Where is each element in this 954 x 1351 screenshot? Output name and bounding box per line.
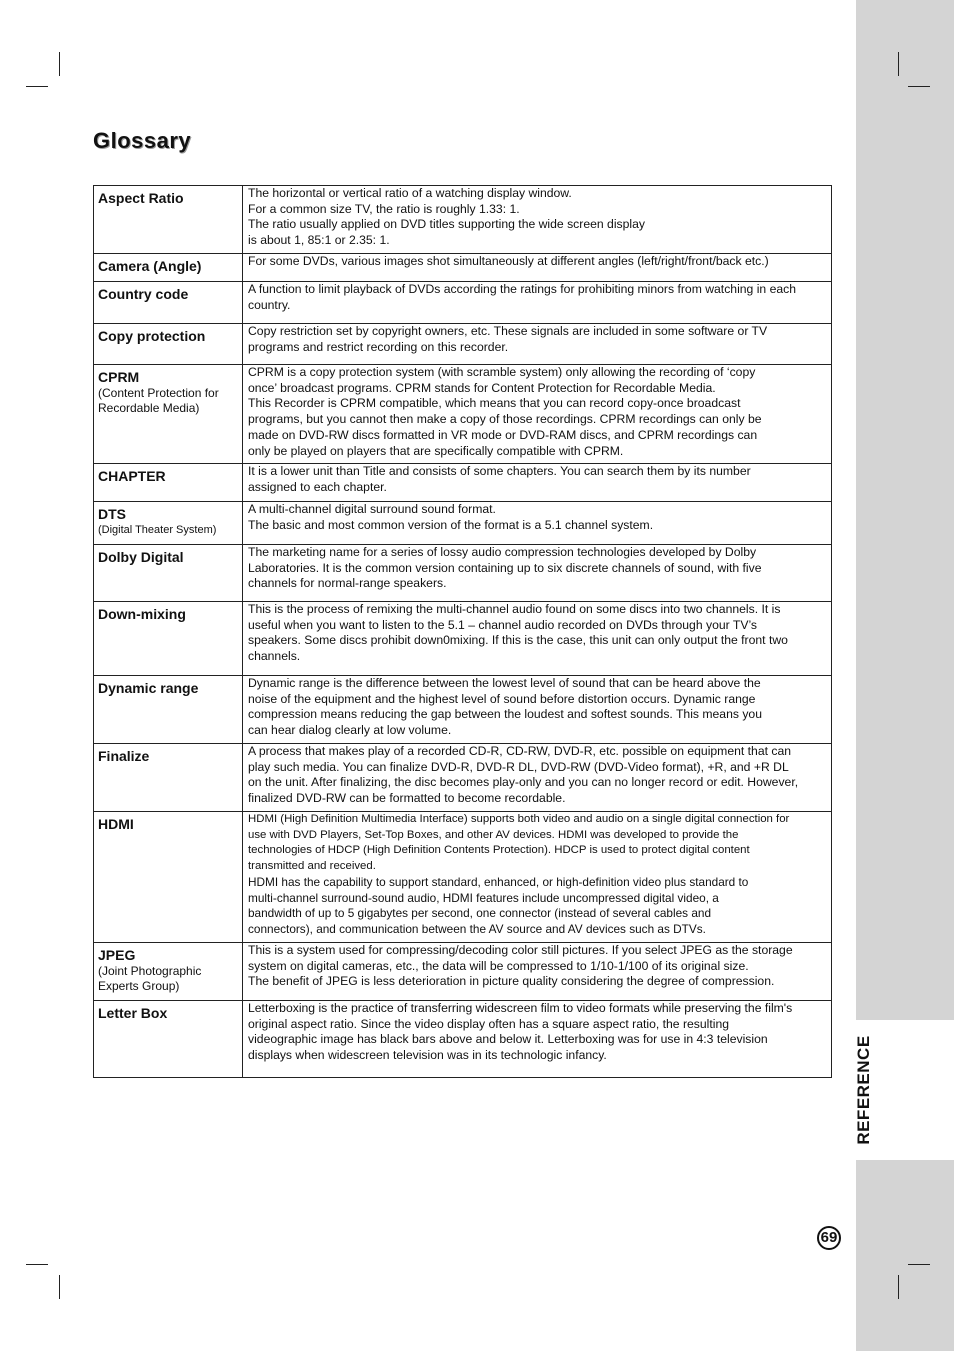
- definition-line: This Recorder is CPRM compatible, which means that you can record copy-once broadcast: [248, 396, 741, 411]
- definition-line: This is the process of remixing the multi-channel audio found on some discs into two channels. It is: [248, 602, 781, 616]
- glossary-definition-cell: [243, 943, 832, 1001]
- glossary-term-subtitle: (Joint Photographic Experts Group): [98, 964, 202, 993]
- glossary-term: CPRM: [98, 369, 140, 385]
- glossary-term-cell: [94, 464, 243, 502]
- definition-line: HDMI (High Definition Multimedia Interface) supports both video and audio on a single digital connection for: [248, 813, 790, 825]
- glossary-definition-cell: [243, 365, 832, 464]
- definition-line: system on digital cameras, etc., the data will be compressed to 1/10-1/100 of its original size.: [248, 958, 749, 973]
- definition-line: The ratio usually applied on DVD titles supporting the wide screen display: [248, 217, 645, 232]
- glossary-term-cell: [94, 812, 243, 943]
- glossary-term: Aspect Ratio: [98, 190, 184, 206]
- glossary-definition-cell: [243, 186, 832, 254]
- crop-mark: [59, 52, 60, 76]
- glossary-row: [94, 943, 832, 1001]
- glossary-term: Finalize: [98, 748, 150, 764]
- glossary-definition-cell: [243, 254, 832, 282]
- definition-line: A multi-channel digital surround sound format.: [248, 502, 496, 516]
- definition-line: assigned to each chapter.: [248, 479, 387, 494]
- glossary-term: Dolby Digital: [98, 549, 184, 565]
- crop-mark: [898, 1275, 899, 1299]
- definition-line: multi-channel surround-sound audio, HDMI features include uncompressed digital video, a: [248, 890, 719, 905]
- glossary-definition-cell: [243, 282, 832, 324]
- crop-mark: [26, 1264, 48, 1265]
- glossary-row: [94, 502, 832, 545]
- glossary-term-cell: [94, 282, 243, 324]
- glossary-term-cell: [94, 324, 243, 365]
- glossary-term-subtitle: (Content Protection for Recordable Media): [98, 386, 219, 415]
- glossary-term: Camera (Angle): [98, 258, 202, 274]
- glossary-term-cell: [94, 602, 243, 676]
- definition-line: speakers. Some discs prohibit down0mixing. If this is the case, this unit can only output the front two: [248, 633, 788, 648]
- definition-line: connectors), and communication between the AV source and AV devices such as DTVs.: [248, 921, 706, 936]
- reference-tab-text: REFERENCE: [854, 1035, 873, 1145]
- glossary-row: [94, 365, 832, 464]
- definition-line: on the unit. After finalizing, the disc becomes play-only and you can no longer record or edit. However,: [248, 775, 799, 790]
- glossary-term: DTS: [98, 506, 126, 522]
- definition-line: This is a system used for compressing/decoding color still pictures. If you select JPEG as the storage: [248, 943, 793, 957]
- definition-line: programs, but you cannot then make a copy of those recordings. CPRM recordings can only be: [248, 412, 762, 427]
- glossary-term-cell: [94, 186, 243, 254]
- definition-line: The marketing name for a series of lossy audio compression technologies developed by Dolby: [248, 545, 757, 559]
- glossary-term: JPEG: [98, 947, 136, 963]
- glossary-term: CHAPTER: [98, 468, 166, 484]
- definition-line: videographic image has black bars above and below it. Letterboxing was for use in 4:3 television: [248, 1032, 768, 1047]
- page-title: Glossary: [93, 128, 192, 153]
- crop-mark: [59, 1275, 60, 1299]
- crop-mark: [908, 1264, 930, 1265]
- definition-line: once’ broadcast programs. CPRM stands for Content Protection for Recordable Media.: [248, 380, 716, 395]
- definition-line: The horizontal or vertical ratio of a watching display window.: [248, 186, 572, 200]
- definition-line: The basic and most common version of the format is a 5.1 channel system.: [248, 517, 654, 532]
- definition-line: country.: [248, 297, 291, 312]
- definition-line: HDMI has the capability to support standard, enhanced, or high-definition video plus standard to: [248, 874, 749, 889]
- glossary-definition-cell: [243, 545, 832, 602]
- definition-line: finalized DVD-RW can be formatted to become recordable.: [248, 791, 566, 806]
- definition-line: bandwidth of up to 5 gigabytes per second, one connector (instead of several cables and: [248, 906, 712, 921]
- definition-line: Dynamic range is the difference between the lowest level of sound that can be heard above the: [248, 676, 761, 690]
- glossary-definition-cell: [243, 502, 832, 545]
- glossary-term-cell: [94, 676, 243, 744]
- definition-line: transmitted and received.: [248, 860, 376, 873]
- glossary-term-cell: [94, 943, 243, 1001]
- definition-line: channels.: [248, 649, 301, 664]
- crop-mark: [898, 52, 899, 76]
- glossary-term: Copy protection: [98, 328, 206, 344]
- definition-line: channels for normal-range speakers.: [248, 576, 447, 591]
- definition-line: play such media. You can finalize DVD-R, DVD-R DL, DVD-RW (DVD-Video format), +R, and +R DL: [248, 759, 789, 774]
- glossary-term: Down-mixing: [98, 606, 186, 622]
- crop-mark: [908, 86, 930, 87]
- definition-line: displays when widescreen television was in its technologic infancy.: [248, 1048, 607, 1063]
- glossary-row: [94, 324, 832, 365]
- glossary-term-cell: [94, 545, 243, 602]
- definition-line: A function to limit playback of DVDs according the ratings for prohibiting minors from watching in each: [248, 282, 797, 296]
- glossary-term: HDMI: [98, 816, 134, 832]
- glossary-row: [94, 464, 832, 502]
- glossary-definition-cell: [243, 464, 832, 502]
- definition-line: Letterboxing is the practice of transferring widescreen film to video formats while preserving the film's: [248, 1001, 793, 1015]
- glossary-term-cell: [94, 1001, 243, 1078]
- definition-line: Laboratories. It is the common version containing up to six discrete channels of sound, with five: [248, 560, 762, 575]
- glossary-row: [94, 744, 832, 812]
- glossary-term-cell: [94, 744, 243, 812]
- glossary-row: [94, 1001, 832, 1078]
- definition-line: For some DVDs, various images shot simultaneously at different angles (left/right/front/back etc.): [248, 254, 769, 268]
- glossary-row: [94, 282, 832, 324]
- definition-line: The benefit of JPEG is less deterioration in picture quality considering the degree of compression.: [248, 974, 775, 989]
- glossary-row: [94, 254, 832, 282]
- definition-line: is about 1, 85:1 or 2.35: 1.: [248, 233, 390, 248]
- glossary-definition-cell: [243, 676, 832, 744]
- definition-line: technologies of HDCP (High Definition Contents Protection). HDCP is used to protect digital content: [248, 844, 750, 857]
- definition-line: For a common size TV, the ratio is roughly 1.33: 1.: [248, 201, 520, 216]
- crop-mark: [26, 86, 48, 87]
- glossary-term: Dynamic range: [98, 680, 199, 696]
- definition-line: Copy restriction set by copyright owners, etc. These signals are included in some software or TV: [248, 324, 768, 338]
- definition-line: only be played on players that are specifically compatible with CPRM.: [248, 443, 624, 458]
- glossary-row: [94, 676, 832, 744]
- definition-line: original aspect ratio. Since the video display often has a square aspect ratio, the resulting: [248, 1016, 730, 1031]
- definition-line: noise of the equipment and the highest level of sound before distortion occurs. Dynamic range: [248, 691, 756, 706]
- glossary-term-cell: [94, 365, 243, 464]
- glossary-row: [94, 545, 832, 602]
- definition-line: use with DVD Players, Set-Top Boxes, and other AV devices. HDMI was developed to provide the: [248, 828, 739, 841]
- definition-line: can hear dialog clearly at low volume.: [248, 723, 452, 738]
- glossary-definition-cell: [243, 324, 832, 365]
- glossary-row: [94, 186, 832, 254]
- definition-line: made on DVD-RW discs formatted in VR mode or DVD-RAM discs, and CPRM recordings can: [248, 427, 758, 442]
- glossary-term-cell: [94, 502, 243, 545]
- glossary-term-cell: [94, 254, 243, 282]
- glossary-row: [94, 602, 832, 676]
- definition-line: CPRM is a copy protection system (with scramble system) only allowing the recording of ‘copy: [248, 365, 756, 379]
- glossary-definition-cell: [243, 744, 832, 812]
- glossary-term: Country code: [98, 286, 189, 302]
- definition-line: useful when you want to listen to the 5.1 – channel audio recorded on DVDs through your TV’s: [248, 617, 758, 632]
- glossary-definition-cell: [243, 602, 832, 676]
- glossary-definition-cell: [243, 812, 832, 943]
- glossary-row: [94, 812, 832, 943]
- glossary-table: [93, 185, 832, 1078]
- page-number: 69: [817, 1226, 841, 1250]
- glossary-definition-cell: [243, 1001, 832, 1078]
- definition-line: compression means reducing the gap between the loudest and softest sounds. This means you: [248, 707, 762, 722]
- definition-line: It is a lower unit than Title and consists of some chapters. You can search them by its number: [248, 464, 751, 478]
- definition-line: A process that makes play of a recorded CD-R, CD-RW, DVD-R, etc. possible on equipment that can: [248, 744, 792, 758]
- definition-line: programs and restrict recording on this recorder.: [248, 339, 509, 354]
- glossary-term-subtitle: (Digital Theater System): [98, 524, 217, 536]
- glossary-term: Letter Box: [98, 1005, 168, 1021]
